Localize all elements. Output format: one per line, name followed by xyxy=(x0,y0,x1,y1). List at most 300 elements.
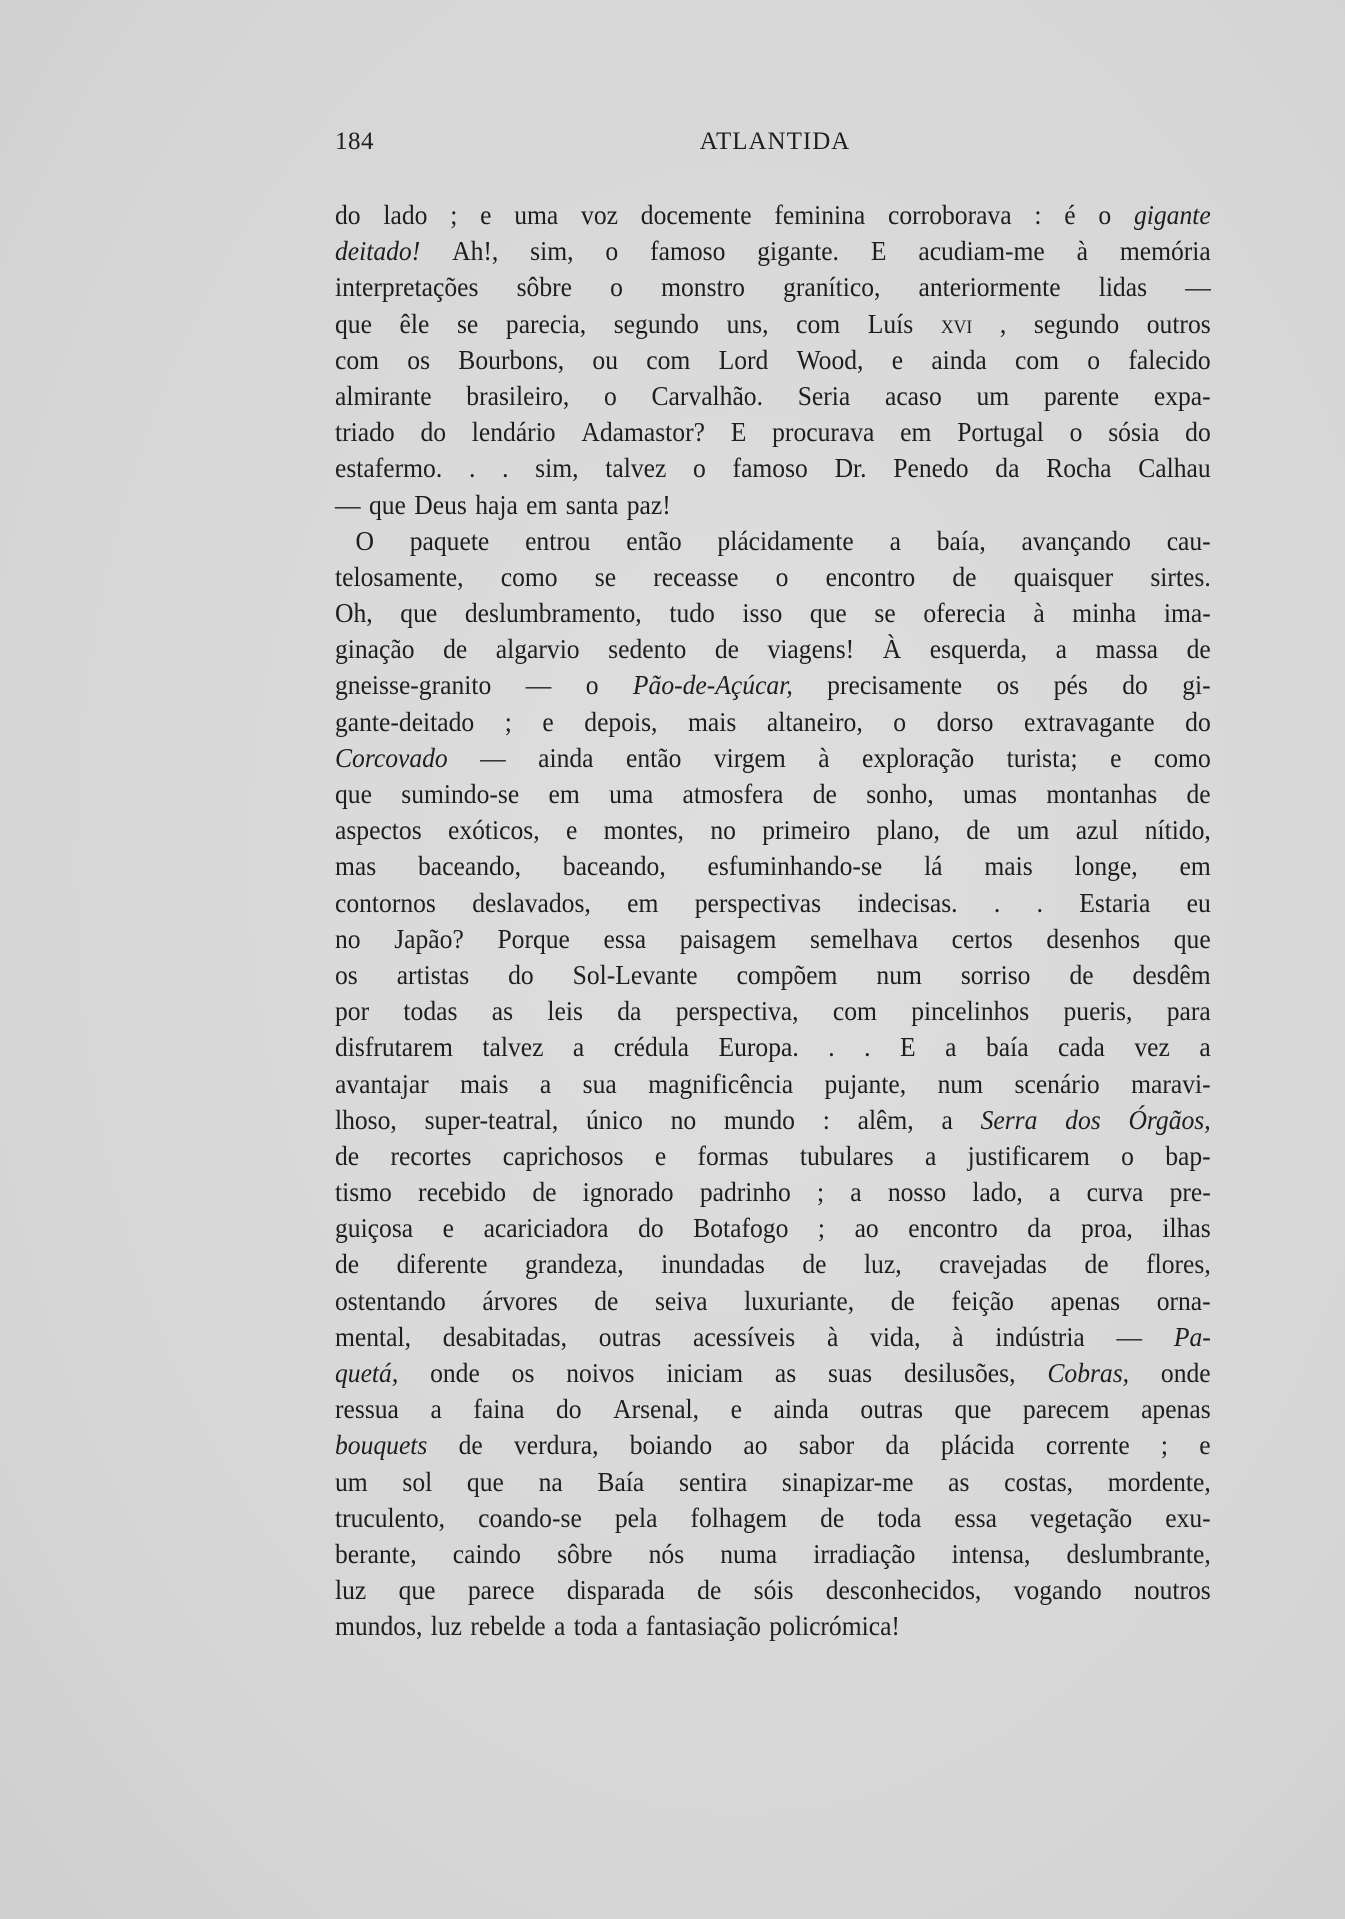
word: à xyxy=(826,1320,839,1352)
word: turista; xyxy=(1006,741,1078,773)
word: de xyxy=(594,1284,619,1316)
word: . xyxy=(1036,886,1043,918)
text-line xyxy=(335,1464,1211,1500)
word: de xyxy=(335,1248,360,1280)
word: parecem xyxy=(1022,1393,1110,1425)
word: de xyxy=(812,778,837,809)
word: irradiação xyxy=(813,1537,916,1569)
word: desabitadas, xyxy=(442,1320,568,1352)
word: — xyxy=(335,488,361,520)
word: de xyxy=(443,633,468,665)
word: flores, xyxy=(1146,1248,1211,1280)
word: artistas xyxy=(396,958,470,990)
word: anteriormente xyxy=(918,271,1061,303)
word: luz, xyxy=(863,1248,902,1280)
word: Baía xyxy=(597,1465,645,1497)
word: luz xyxy=(430,1610,463,1642)
word: leis xyxy=(547,995,583,1027)
text-line xyxy=(335,450,1211,486)
word: deslumbramento, xyxy=(464,597,642,629)
word: ou xyxy=(592,343,619,375)
word: tubulares xyxy=(799,1139,894,1171)
word: Sol-Levante xyxy=(572,958,698,990)
word: outras xyxy=(598,1320,662,1352)
word: E xyxy=(900,1031,916,1063)
word: outras xyxy=(860,1393,923,1425)
word: do xyxy=(1122,669,1148,701)
word: em xyxy=(900,416,932,448)
word: semelhava xyxy=(810,922,918,954)
word: o xyxy=(610,271,623,303)
word: que xyxy=(466,1465,504,1497)
word: pre- xyxy=(1169,1176,1211,1208)
word: a xyxy=(924,1139,937,1171)
word: justificarem xyxy=(967,1139,1090,1171)
word: à xyxy=(952,1320,964,1352)
word: uma xyxy=(514,199,559,230)
word: sim, xyxy=(530,235,574,267)
word: contornos xyxy=(335,886,436,918)
word: ; xyxy=(504,705,512,737)
word: vogando xyxy=(1013,1574,1102,1606)
word: então xyxy=(626,524,682,556)
text-line xyxy=(335,1102,1211,1138)
word: de xyxy=(952,560,977,592)
word: plácida xyxy=(940,1429,1015,1461)
word: toda xyxy=(573,1610,618,1642)
word: ima- xyxy=(1163,597,1211,629)
word: Pão-de-Açúcar, xyxy=(632,669,793,701)
word: no xyxy=(710,814,736,846)
text-line xyxy=(335,957,1211,993)
text-line xyxy=(335,1391,1211,1427)
word: lá xyxy=(924,850,943,882)
word: essa xyxy=(603,922,647,954)
word: formas xyxy=(697,1139,769,1171)
word: da xyxy=(1027,1212,1052,1244)
word: recebido xyxy=(418,1176,507,1208)
word: e xyxy=(654,1139,667,1171)
word: ; xyxy=(817,1212,826,1244)
word: parece xyxy=(467,1574,535,1606)
word: deslavados, xyxy=(472,886,591,918)
word: — xyxy=(1116,1320,1143,1352)
word: montes, xyxy=(603,814,684,846)
word: acaso xyxy=(884,379,942,411)
text-line xyxy=(335,704,1211,740)
word: baía xyxy=(985,1031,1029,1063)
word: do xyxy=(508,958,534,990)
word: brasileiro, xyxy=(466,379,570,411)
word: docemente xyxy=(640,199,752,230)
word: Deus xyxy=(414,488,467,520)
word: Órgãos, xyxy=(1128,1103,1211,1135)
word: tudo xyxy=(669,597,715,629)
word: memória xyxy=(1119,235,1211,267)
word: padrinho xyxy=(699,1176,791,1208)
word: do xyxy=(638,1212,664,1244)
word: diferente xyxy=(396,1248,488,1280)
word: policrómica! xyxy=(769,1610,900,1642)
word: minha xyxy=(1072,597,1137,629)
word: pincelinhos xyxy=(911,995,1030,1027)
word: em xyxy=(548,778,580,809)
word: : xyxy=(1034,199,1042,230)
word: compõem xyxy=(736,958,838,990)
word: desdêm xyxy=(1132,958,1211,990)
word: cau- xyxy=(1166,524,1211,556)
word: do xyxy=(335,199,361,230)
word: : xyxy=(822,1103,830,1135)
word: e xyxy=(542,705,554,737)
word: para xyxy=(1166,995,1211,1027)
word: êle xyxy=(399,307,430,339)
word: que xyxy=(335,778,372,809)
word: de xyxy=(1084,1248,1109,1280)
word: Carvalhão. xyxy=(651,379,763,411)
word: massa xyxy=(1095,633,1159,665)
word: umas xyxy=(963,778,1018,809)
word: boiando xyxy=(629,1429,713,1461)
word: bouquets xyxy=(335,1429,428,1461)
word: mais xyxy=(460,1067,509,1099)
word: as xyxy=(774,1357,797,1388)
word: . xyxy=(993,886,1001,918)
word: mais xyxy=(688,705,737,737)
word: que xyxy=(809,597,847,629)
word: os xyxy=(407,343,431,375)
word: monstro xyxy=(661,271,745,303)
text-line xyxy=(335,1066,1211,1102)
word: o xyxy=(1069,416,1083,448)
word: todas xyxy=(403,995,458,1027)
word: pueris, xyxy=(1063,995,1133,1027)
word: Luís xyxy=(867,307,914,339)
word: mundo xyxy=(723,1103,795,1135)
word: por xyxy=(335,995,370,1027)
word: mordente, xyxy=(1107,1465,1211,1497)
word: de xyxy=(532,1176,557,1208)
word: sósia xyxy=(1108,416,1160,448)
word: do xyxy=(420,416,447,448)
word: exploração xyxy=(862,741,975,773)
word: precisamente xyxy=(827,669,963,701)
word: Ah!, xyxy=(452,235,499,267)
word: de xyxy=(820,1501,845,1533)
word: esquerda, xyxy=(929,633,1028,665)
word: que xyxy=(1173,922,1211,954)
word: que xyxy=(398,1574,436,1606)
word: encontro xyxy=(908,1212,998,1244)
word: corrente xyxy=(1045,1429,1130,1461)
word: xvi xyxy=(940,307,973,339)
word: sentira xyxy=(678,1465,748,1497)
word: esfuminhando-se xyxy=(707,850,883,882)
word: sóis xyxy=(753,1574,794,1606)
word: e xyxy=(891,343,904,375)
word: encontro xyxy=(825,560,916,592)
word: — xyxy=(480,741,506,773)
word: avançando xyxy=(1021,524,1131,556)
word: apenas xyxy=(1050,1284,1121,1316)
word: num xyxy=(937,1067,984,1099)
word: O xyxy=(355,524,374,556)
text-line xyxy=(335,523,1211,559)
word: À xyxy=(882,633,902,665)
word: altaneiro, xyxy=(766,705,863,737)
word: gi- xyxy=(1182,669,1211,701)
word: deslumbrante, xyxy=(1066,1537,1211,1569)
word: lado xyxy=(383,199,428,230)
running-title: ATLANTIDA xyxy=(699,128,851,155)
word: um xyxy=(1016,814,1050,846)
word: a xyxy=(539,1067,552,1099)
word: paisagem xyxy=(679,922,777,954)
word: intensa, xyxy=(951,1537,1031,1569)
word: ainda xyxy=(931,343,987,375)
word: desenhos xyxy=(1046,922,1141,954)
word: o xyxy=(603,379,617,411)
word: ignorado xyxy=(582,1176,674,1208)
word: do xyxy=(1185,705,1211,737)
word: seiva xyxy=(654,1284,708,1316)
word: santa xyxy=(565,488,619,520)
word: o xyxy=(1087,343,1101,375)
word: parecia, xyxy=(505,307,587,339)
word: as xyxy=(491,995,514,1027)
word: baceando, xyxy=(418,850,521,882)
word: exóticos, xyxy=(447,814,540,846)
word: o xyxy=(1121,1139,1134,1171)
text-line xyxy=(335,1319,1211,1355)
word: sabor xyxy=(798,1429,855,1461)
word: noutros xyxy=(1134,1574,1211,1606)
word: Botafogo xyxy=(693,1212,789,1244)
word: granítico, xyxy=(783,271,881,303)
word: um xyxy=(335,1465,368,1497)
word: depois, xyxy=(584,705,658,737)
word: disfrutarem xyxy=(335,1031,453,1063)
word: orna- xyxy=(1156,1284,1211,1316)
body-text xyxy=(335,197,1211,1645)
word: no xyxy=(670,1103,697,1135)
word: algarvio xyxy=(495,633,580,665)
word: plácidamente xyxy=(717,524,854,556)
text-line xyxy=(335,1174,1211,1210)
word: expa- xyxy=(1153,379,1211,411)
word: caindo xyxy=(452,1537,521,1569)
word: vida, xyxy=(870,1320,921,1352)
word: e xyxy=(1110,741,1122,773)
text-line xyxy=(335,1608,1211,1644)
word: dos xyxy=(1065,1103,1101,1135)
word: a xyxy=(945,1031,957,1063)
word: nosso xyxy=(887,1176,947,1208)
word: cada xyxy=(1058,1031,1105,1063)
word: uma xyxy=(609,778,654,809)
word: curva xyxy=(1086,1176,1144,1208)
text-line xyxy=(335,776,1211,812)
word: que xyxy=(400,597,438,629)
word: de xyxy=(1186,778,1211,809)
word: a xyxy=(626,1610,638,1642)
word: de xyxy=(714,633,739,665)
word: — xyxy=(525,669,552,701)
word: com xyxy=(796,307,841,339)
word: interpretações xyxy=(335,271,479,303)
word: deitado! xyxy=(335,235,421,267)
word: . xyxy=(502,452,509,484)
word: isso xyxy=(742,597,783,629)
word: haja xyxy=(475,488,518,520)
word: acariciadora xyxy=(483,1212,609,1244)
word: Cobras, xyxy=(1047,1357,1130,1388)
word: Corcovado xyxy=(335,741,448,773)
word: indecisas. xyxy=(857,886,958,918)
word: estafermo. xyxy=(335,452,443,484)
word: extravagante xyxy=(1023,705,1155,737)
word: a xyxy=(1048,1176,1061,1208)
word: as xyxy=(948,1465,970,1497)
text-line xyxy=(335,1427,1211,1463)
word: aspectos xyxy=(335,814,422,846)
word: lendário xyxy=(471,416,556,448)
word: bap- xyxy=(1165,1139,1211,1171)
word: feição xyxy=(951,1284,1014,1316)
word: ; xyxy=(450,199,458,230)
word: Dr. xyxy=(834,452,867,484)
word: sinapizar-me xyxy=(781,1465,914,1497)
word: e xyxy=(480,199,492,230)
word: acudiam-me xyxy=(918,235,1045,267)
word: receasse xyxy=(653,560,739,592)
word: numa xyxy=(720,1537,778,1569)
word: feminina xyxy=(774,199,866,230)
word: magnificência xyxy=(648,1067,794,1099)
word: lado, xyxy=(972,1176,1023,1208)
text-line xyxy=(335,1246,1211,1282)
word: é xyxy=(1064,199,1076,230)
word: folhagem xyxy=(690,1501,788,1533)
word: como xyxy=(500,560,558,592)
word: iniciam xyxy=(666,1357,744,1388)
word: em xyxy=(627,886,659,918)
word: a xyxy=(1055,633,1067,665)
word: único xyxy=(586,1103,643,1135)
word: gante-deitado xyxy=(335,705,475,737)
word: mas xyxy=(335,850,377,882)
word: . xyxy=(828,1031,835,1063)
word: voz xyxy=(581,199,618,230)
word: sôbre xyxy=(516,271,572,303)
word: corroborava xyxy=(888,199,1012,230)
word: à xyxy=(818,741,830,773)
word: nítido, xyxy=(1144,814,1211,846)
text-line xyxy=(335,197,1211,233)
word: então xyxy=(625,741,682,773)
text-line xyxy=(335,631,1211,667)
word: em xyxy=(526,488,558,520)
word: indústria xyxy=(995,1320,1085,1352)
word: quetá, xyxy=(335,1357,399,1388)
word: ilhas xyxy=(1162,1212,1211,1244)
text-line xyxy=(335,848,1211,884)
word: crédula xyxy=(613,1031,690,1063)
word: — xyxy=(1185,271,1211,303)
word: de xyxy=(458,1429,483,1461)
word: costas, xyxy=(1004,1465,1074,1497)
word: sim, xyxy=(535,452,579,484)
word: mental, xyxy=(335,1320,411,1352)
word: lhoso, xyxy=(335,1103,397,1135)
page-header xyxy=(335,128,1215,158)
text-line xyxy=(335,1283,1211,1319)
word: o xyxy=(1098,199,1112,230)
word: da xyxy=(617,995,642,1027)
word: um xyxy=(976,379,1010,411)
text-line xyxy=(335,269,1211,305)
word: apenas xyxy=(1141,1393,1211,1425)
word: Europa. xyxy=(718,1031,799,1063)
word: ainda xyxy=(773,1393,829,1425)
word: perspectiva, xyxy=(675,995,799,1027)
word: árvores xyxy=(482,1284,558,1316)
word: alêm, xyxy=(857,1103,914,1135)
word: gneisse-granito xyxy=(335,669,492,701)
word: que xyxy=(954,1393,992,1425)
text-line xyxy=(335,1355,1211,1391)
word: sirtes. xyxy=(1150,560,1211,592)
word: almirante xyxy=(335,379,432,411)
word: triado xyxy=(335,416,395,448)
word: certos xyxy=(951,922,1013,954)
word: exu- xyxy=(1165,1501,1211,1533)
word: quaisquer xyxy=(1013,560,1114,592)
word: o xyxy=(693,452,706,484)
word: de xyxy=(890,1284,915,1316)
word: sumindo-se xyxy=(401,778,520,809)
text-line xyxy=(335,1138,1211,1174)
word: Porque xyxy=(497,922,570,954)
word: à xyxy=(1033,597,1045,629)
word: vez xyxy=(1134,1031,1170,1063)
word: inundadas xyxy=(661,1248,765,1280)
word: Lord xyxy=(718,343,769,375)
word: a xyxy=(889,524,901,556)
word: mais xyxy=(984,850,1033,882)
word: suas xyxy=(828,1357,873,1388)
word: como xyxy=(1153,741,1211,773)
word: ostentando xyxy=(335,1284,446,1316)
word: outros xyxy=(1146,307,1211,339)
word: super-teatral, xyxy=(424,1103,559,1135)
word: rebelde xyxy=(470,1610,546,1642)
word: a xyxy=(1199,1031,1211,1063)
word: com xyxy=(335,343,380,375)
word: lidas xyxy=(1098,271,1148,303)
word: desilusões, xyxy=(903,1357,1016,1388)
word: pela xyxy=(614,1501,658,1533)
word: dorso xyxy=(936,705,994,737)
page-number: 184 xyxy=(335,128,374,155)
word: procurava xyxy=(772,416,875,448)
word: E xyxy=(730,416,747,448)
word: ginação xyxy=(335,633,415,665)
word: caprichosos xyxy=(502,1139,624,1171)
word: acessíveis xyxy=(692,1320,796,1352)
word: de xyxy=(1186,633,1211,665)
word: a xyxy=(941,1103,953,1135)
